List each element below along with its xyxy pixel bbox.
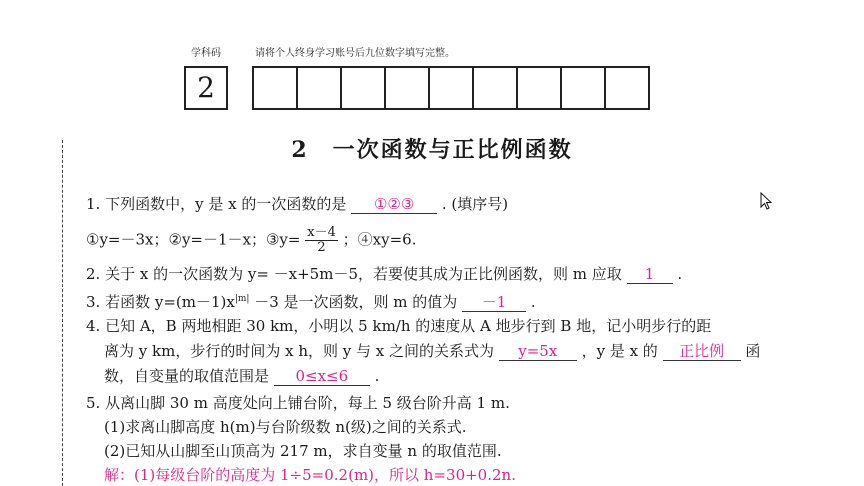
account-digit-cell[interactable]	[428, 66, 474, 110]
q3-middle: －3 是一次函数，则 m 的值为	[254, 293, 458, 311]
mouse-cursor-icon	[760, 192, 772, 210]
q4-line2-prefix: 离为 y km，步行的时间为 x h，则 y 与 x 之间的关系式为	[104, 342, 494, 360]
q2-answer: 1	[627, 265, 673, 284]
q4-line2-mid: ，y 是 x 的	[581, 342, 658, 360]
account-digit-cell[interactable]	[296, 66, 342, 110]
account-digit-cell[interactable]	[384, 66, 430, 110]
q1-options-a: ①y=－3x；②y=－1－x；③y=	[86, 230, 301, 249]
question-4-line-3	[104, 366, 379, 386]
q3-exponent: |m|	[234, 294, 250, 304]
q4-line3-suffix: .	[374, 367, 380, 385]
question-3	[86, 289, 536, 312]
account-instruction: 请将个人终身学习账号后九位数字填写完整。	[255, 48, 455, 59]
question-2	[86, 264, 682, 284]
q1-prefix: 1. 下列函数中，y 是 x 的一次函数的是	[86, 195, 347, 213]
q4-answer-domain: 0≤x≤6	[274, 367, 370, 386]
account-digit-cell[interactable]	[516, 66, 562, 110]
q2-prefix: 2. 关于 x 的一次函数为 y= －x+5m－5，若要使其成为正比例函数，则 m 应取	[86, 265, 622, 283]
page-title: 2 一次函数与正比例函数	[291, 137, 573, 163]
q1-fraction-denominator: 2	[317, 240, 326, 255]
subject-code-label: 学科码	[191, 48, 221, 59]
account-digit-cell[interactable]	[604, 66, 650, 110]
q1-fraction-numerator: x－4	[307, 225, 336, 240]
subject-code-box: 2	[184, 66, 228, 110]
cut-line-divider	[62, 140, 63, 486]
q3-prefix: 3. 若函数 y=(m－1)x	[86, 293, 235, 311]
q4-line2-suffix: 函	[745, 342, 761, 360]
question-5-part-2: (2)已知从山脚至山顶高为 217 m，求自变量 n 的取值范围.	[104, 442, 502, 460]
q1-options-b: ；④xy=6.	[342, 230, 417, 249]
q4-line3-prefix: 数，自变量的取值范围是	[104, 367, 270, 385]
question-1-options	[86, 226, 416, 255]
account-digit-cell[interactable]	[252, 66, 298, 110]
q3-suffix: .	[530, 293, 536, 311]
q1-suffix: . (填序号)	[441, 195, 509, 213]
question-5-line-1: 5. 从离山脚 30 m 高度处向上铺台阶，每上 5 级台阶升高 1 m.	[86, 394, 510, 412]
account-digit-boxes	[254, 66, 650, 110]
question-4-line-1: 4. 已知 A，B 两地相距 30 km，小明以 5 km/h 的速度从 A 地步行到 B 地，记小明步行的距	[86, 317, 712, 335]
account-digit-cell[interactable]	[472, 66, 518, 110]
q4-answer-relation: y=5x	[499, 342, 577, 361]
q4-answer-function-type: 正比例	[663, 342, 741, 361]
account-digit-cell[interactable]	[560, 66, 606, 110]
q2-suffix: .	[677, 265, 683, 283]
q1-answer: ①②③	[351, 195, 437, 214]
question-5-part-1: (1)求离山脚高度 h(m)与台阶级数 n(级)之间的关系式.	[104, 418, 467, 436]
q3-answer: －1	[462, 293, 526, 312]
account-digit-cell[interactable]	[340, 66, 386, 110]
question-5-solution: 解：(1)每级台阶的高度为 1÷5=0.2(m)，所以 h=30+0.2n.	[104, 466, 516, 484]
question-4-line-2	[104, 341, 760, 361]
question-1	[86, 194, 508, 214]
q1-fraction	[305, 226, 338, 255]
